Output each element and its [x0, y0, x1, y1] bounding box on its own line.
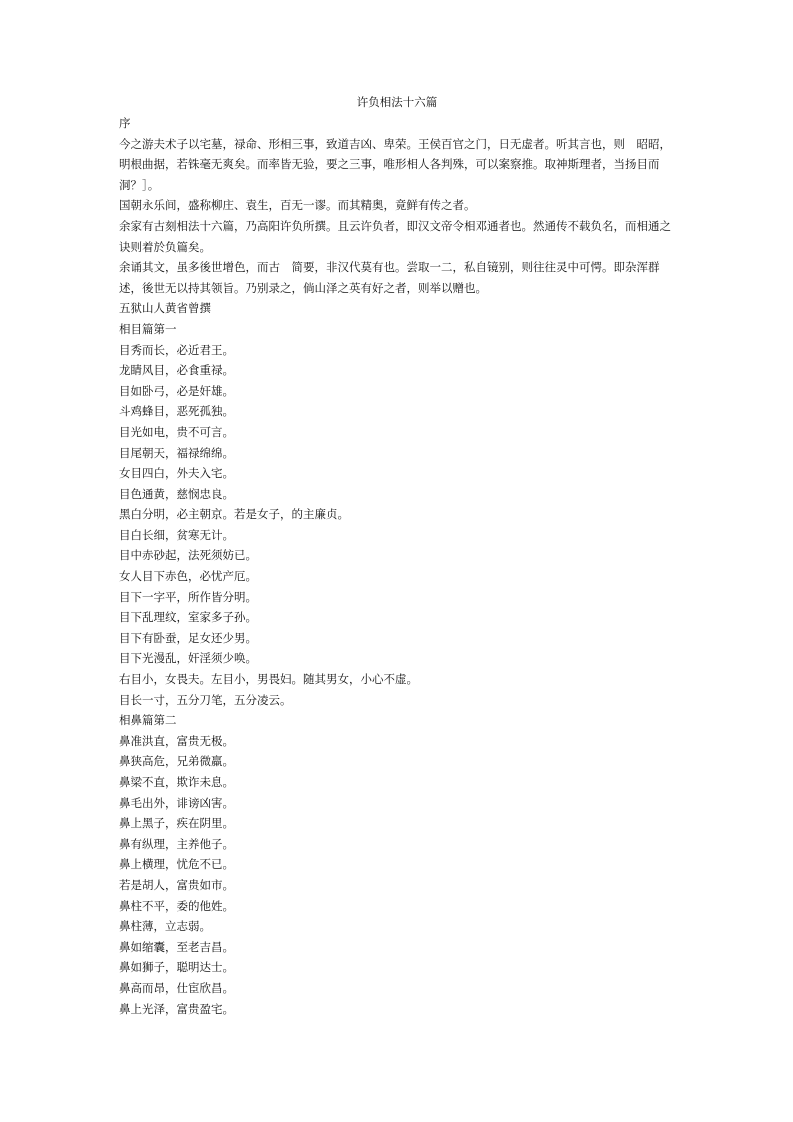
text-line: 目色通黄，慈悯忠良。 [119, 486, 234, 501]
text-line: 鼻毛出外，诽谤凶害。 [119, 795, 234, 810]
text-line: 斗鸡蜂目，恶死孤独。 [119, 404, 234, 419]
text-line: 鼻上光泽，富贵盈宅。 [119, 1001, 234, 1016]
text-line: 鼻狭高危，兄弟微羸。 [119, 754, 234, 769]
text-line: 目下光漫乱，奸淫须少唤。 [119, 651, 257, 666]
text-line: 女目四白，外夫入宅。 [119, 466, 234, 481]
text-line: 目白长细，贫寒无计。 [119, 527, 234, 542]
text-line: 女人目下赤色，必忧产厄。 [119, 569, 257, 584]
text-line: 余家有古刻相法十六篇，乃高阳许负所撰。且云许负者，即汉文帝令相邓通者也。然通传不载负名，而相通之诀则着於负篇矣。 [119, 218, 671, 254]
text-line: 余诵其文，虽多後世增色，而古 简要，非汉代莫有也。尝取一二，私自镜别，则往往灵中可愕。即杂浑群述，後世无以持其领旨。乃别录之，倘山泽之英有好之者，则举以赠也。 [119, 260, 660, 295]
text-line: 鼻梁不直，欺诈未息。 [119, 775, 234, 789]
text-line: 目下一字平，所作皆分明。 [119, 589, 257, 604]
text-line: 今之游夫术子以宅墓，禄命、形相三事，致道吉凶、卑荣。王侯百官之门，日无虚者。听其言也，则 昭昭，明根曲据，若铢毫无爽矣。而率皆无验，要之三事，唯形相人各判殊，可以案察推。取神斯理者，当扬目而洞？］。 [119, 136, 671, 192]
text-line: 目光如电，贵不可言。 [119, 424, 234, 439]
text-line: 五狱山人黄省曾撰 [119, 301, 211, 316]
text-line: 鼻上黑子，疾在阴里。 [119, 816, 234, 831]
text-line: 龙睛风目，必食重禄。 [119, 363, 234, 378]
document-page [119, 92, 675, 1019]
text-line: 鼻准洪直，富贵无极。 [119, 733, 234, 748]
text-line: 相鼻篇第二 [119, 713, 177, 728]
text-line: 右目小，女畏夫。左目小，男畏妇。随其男女，小心不虚。 [119, 672, 418, 687]
text-line: 鼻柱薄，立志弱。 [119, 919, 211, 934]
text-line: 目中赤砂起，法死须妨已。 [119, 548, 257, 563]
document-title: 许负相法十六篇 [356, 95, 438, 109]
text-line: 相目篇第一 [119, 321, 177, 336]
text-line: 目如卧弓，必是奸雄。 [119, 383, 234, 398]
text-line: 若是胡人，富贵如市。 [119, 877, 234, 892]
text-line: 鼻柱不平，委的他姓。 [119, 898, 234, 913]
document-body [119, 113, 675, 1019]
text-line: 目下有卧蚕，足女还少男。 [119, 630, 257, 645]
text-line: 目下乱理纹，室家多子孙。 [119, 610, 257, 625]
text-line: 黑白分明，必主朝京。若是女子，的主廉贞。 [119, 507, 349, 522]
text-line: 鼻有纵理，主养他子。 [119, 836, 234, 851]
text-line: 序 [119, 116, 131, 130]
text-line: 目秀而长，必近君王。 [119, 342, 234, 357]
text-line: 鼻如狮子，聪明达士。 [119, 960, 234, 975]
text-line: 目尾朝天，福禄绵绵。 [119, 445, 234, 460]
text-line: 鼻上横理，忧危不已。 [119, 857, 234, 872]
text-line: 鼻如缩囊，至老吉昌。 [119, 939, 234, 954]
text-line: 目长一寸，五分刀笔，五分凌云。 [119, 692, 292, 707]
text-line: 国朝永乐间，盛称柳庄、袁生，百无一谬。而其精奥，竟鲜有传之者。 [119, 198, 476, 213]
text-line: 鼻高而昂，仕宦欣昌。 [119, 980, 234, 995]
